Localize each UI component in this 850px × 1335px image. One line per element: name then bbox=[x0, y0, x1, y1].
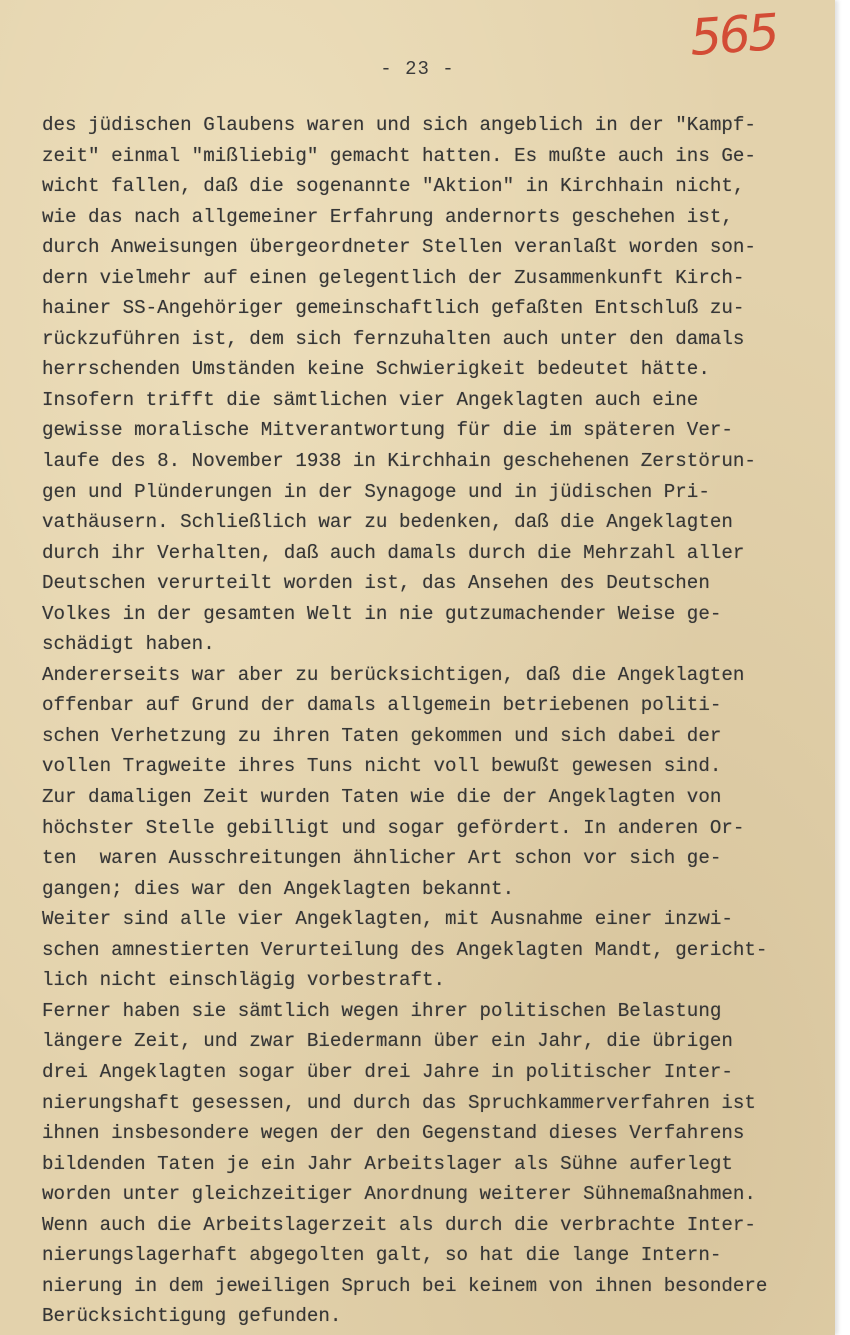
text-line: nierung in dem jeweiligen Spruch bei keinem von ihnen besondere bbox=[42, 1274, 768, 1297]
text-line: herrschenden Umständen keine Schwierigkeit bedeutet hätte. bbox=[42, 358, 710, 381]
text-line: dern vielmehr auf einen gelegentlich der Zusammenkunft Kirch- bbox=[42, 266, 745, 289]
text-line: ihnen insbesondere wegen der den Gegenstand dieses Verfahrens bbox=[42, 1122, 745, 1145]
text-line: Deutschen verurteilt worden ist, das Ansehen des Deutschen bbox=[42, 572, 710, 595]
text-line: bildenden Taten je ein Jahr Arbeitslager als Sühne auferlegt bbox=[42, 1152, 733, 1175]
text-line: wicht fallen, daß die sogenannte "Aktion" in Kirchhain nicht, bbox=[42, 175, 745, 198]
text-line: nierungshaft gesessen, und durch das Spruchkammerverfahren ist bbox=[42, 1091, 756, 1114]
text-line: durch Anweisungen übergeordneter Stellen veranlaßt worden son- bbox=[42, 236, 756, 259]
text-line: Weiter sind alle vier Angeklagten, mit Ausnahme einer inzwi- bbox=[42, 908, 733, 931]
text-line: vathäusern. Schließlich war zu bedenken, daß die Angeklagten bbox=[42, 511, 733, 534]
text-line: nierungslagerhaft abgegolten galt, so hat die lange Intern- bbox=[42, 1244, 722, 1267]
text-line: schen amnestierten Verurteilung des Angeklagten Mandt, gericht- bbox=[42, 938, 768, 961]
text-line: worden unter gleichzeitiger Anordnung weiterer Sühnemaßnahmen. bbox=[42, 1183, 756, 1206]
text-line: Volkes in der gesamten Welt in nie gutzumachender Weise ge- bbox=[42, 602, 722, 625]
text-line: Wenn auch die Arbeitslagerzeit als durch die verbrachte Inter- bbox=[42, 1213, 756, 1236]
text-line: schädigt haben. bbox=[42, 633, 215, 656]
text-line: wie das nach allgemeiner Erfahrung andernorts geschehen ist, bbox=[42, 205, 733, 228]
text-line: lich nicht einschlägig vorbestraft. bbox=[42, 969, 446, 992]
text-line: rückzuführen ist, dem sich fernzuhalten auch unter den damals bbox=[42, 327, 745, 350]
text-line: offenbar auf Grund der damals allgemein betriebenen politi- bbox=[42, 694, 722, 717]
text-line: ten waren Ausschreitungen ähnlicher Art schon vor sich ge- bbox=[42, 847, 722, 870]
text-line: drei Angeklagten sogar über drei Jahre in politischer Inter- bbox=[42, 1060, 733, 1083]
text-line: zeit" einmal "mißliebig" gemacht hatten. Es mußte auch ins Ge- bbox=[42, 144, 756, 167]
text-line: Insofern trifft die sämtlichen vier Angeklagten auch eine bbox=[42, 388, 699, 411]
text-line: vollen Tragweite ihres Tuns nicht voll bewußt gewesen sind. bbox=[42, 755, 722, 778]
text-line: Ferner haben sie sämtlich wegen ihrer politischen Belastung bbox=[42, 999, 722, 1022]
text-line: gangen; dies war den Angeklagten bekannt. bbox=[42, 877, 515, 900]
text-line: des jüdischen Glaubens waren und sich angeblich in der "Kampf- bbox=[42, 114, 756, 136]
text-line: durch ihr Verhalten, daß auch damals durch die Mehrzahl aller bbox=[42, 541, 745, 564]
text-line: gen und Plünderungen in der Synagoge und in jüdischen Pri- bbox=[42, 480, 710, 503]
text-line: längere Zeit, und zwar Biedermann über ein Jahr, die übrigen bbox=[42, 1030, 733, 1053]
text-line: schen Verhetzung zu ihren Taten gekommen und sich dabei der bbox=[42, 724, 722, 747]
text-line: hainer SS-Angehöriger gemeinschaftlich gefaßten Entschluß zu- bbox=[42, 297, 745, 320]
page-number: - 23 - bbox=[380, 58, 455, 80]
text-line: laufe des 8. November 1938 in Kirchhain geschehenen Zerstörun- bbox=[42, 450, 756, 473]
text-line: Andererseits war aber zu berücksichtigen, daß die Angeklagten bbox=[42, 663, 745, 686]
text-line: gewisse moralische Mitverantwortung für die im späteren Ver- bbox=[42, 419, 733, 442]
handwritten-folio-number: 565 bbox=[688, 3, 779, 67]
text-line: Zur damaligen Zeit wurden Taten wie die der Angeklagten von bbox=[42, 786, 722, 809]
body-text bbox=[42, 110, 832, 1332]
text-line: höchster Stelle gebilligt und sogar gefördert. In anderen Or- bbox=[42, 816, 745, 839]
text-line: Berücksichtigung gefunden. bbox=[42, 1305, 342, 1328]
